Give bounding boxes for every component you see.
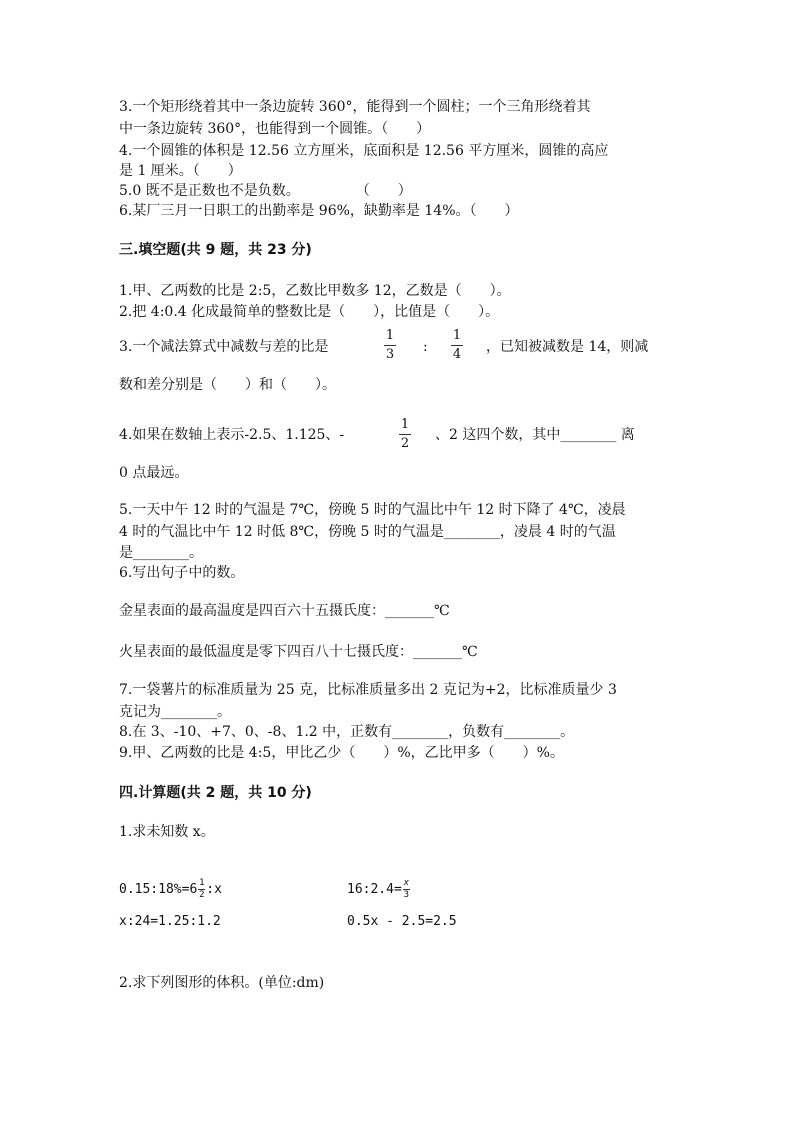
judge-q3-line2: 中一条边旋转 360°，也能得到一个圆锥。（ ） (119, 121, 431, 137)
equation-4: 0.5x - 2.5=2.5 (347, 914, 457, 929)
fill-q6: 6.写出句子中的数。 (119, 565, 245, 581)
equation-1-fraction (198, 879, 205, 900)
fill-q6-venus: 金星表面的最高温度是四百六十五摄氏度：_______℃ (119, 603, 450, 619)
judge-q6: 6.某厂三月一日职工的出勤率是 96%，缺勤率是 14%。（ ） (119, 203, 519, 219)
fraction-denominator: 4 (452, 347, 462, 362)
fill-q3-colon: : (423, 339, 428, 355)
fill-q6-mars: 火星表面的最低温度是零下四百八十七摄氏度：_______℃ (119, 644, 478, 660)
fill-q8: 8.在 3、-10、+7、0、-8、1.2 中，正数有________，负数有________。 (119, 724, 575, 740)
fraction-bar (451, 345, 463, 346)
fraction-numerator: 1 (400, 417, 410, 432)
calc-q2: 2.求下列图形的体积。(单位:dm) (119, 975, 325, 991)
fraction-denominator: 3 (403, 890, 409, 900)
fraction-bar (384, 345, 396, 346)
fraction-numerator: x (403, 878, 409, 888)
equation-2-fraction (403, 879, 410, 900)
fill-q4-suffix: 、2 这四个数，其中________ 离 (435, 427, 635, 443)
judge-q5: 5.0 既不是正数也不是负数。 （ ） (119, 183, 412, 199)
fill-q4-line2: 0 点最远。 (119, 465, 189, 481)
section-title-fill-blank: 三.填空题(共 9 题，共 23 分) (119, 242, 312, 258)
fraction-numerator: 1 (385, 328, 395, 343)
judge-q4-line1: 4.一个圆锥的体积是 12.56 立方厘米，底面积是 12.56 平方厘米，圆锥的高应 (119, 143, 609, 159)
fill-q5-line3: 是________。 (119, 545, 203, 561)
fill-q3-fraction-1 (384, 329, 396, 362)
fraction-denominator: 2 (400, 436, 410, 451)
fill-q5-line1: 5.一天中午 12 时的气温是 7℃，傍晚 5 时的气温比中午 12 时下降了 4℃，凌晨 (119, 502, 626, 518)
fill-q3-prefix: 3.一个减法算式中减数与差的比是 (119, 339, 329, 355)
equation-1-right: :x (206, 882, 222, 897)
equation-1 (119, 879, 222, 900)
fill-q9: 9.甲、乙两数的比是 4:5，甲比乙少（ ）%，乙比甲多（ ）%。 (119, 745, 564, 761)
fill-q1: 1.甲、乙两数的比是 2:5，乙数比甲数多 12，乙数是（ ）。 (119, 283, 511, 299)
equation-1-left: 0.15:18%=6 (119, 882, 198, 897)
fraction-denominator: 2 (199, 890, 205, 900)
calc-q1: 1.求未知数 x。 (119, 824, 215, 840)
fraction-numerator: 1 (199, 878, 205, 888)
fill-q4-fraction (399, 418, 411, 451)
fill-q3-suffix: ，已知被减数是 14，则减 (486, 339, 649, 355)
equation-2 (347, 879, 411, 900)
fill-q3-line2: 数和差分别是（ ）和（ ）。 (119, 377, 336, 393)
fill-q3-fraction-2 (451, 329, 463, 362)
fraction-bar (399, 434, 411, 435)
fill-q7-line2: 克记为________。 (119, 704, 231, 720)
fill-q5-line2: 4 时的气温比中午 12 时低 8℃，傍晚 5 时的气温是________，凌晨 4 时的气温 (119, 524, 616, 540)
fraction-numerator: 1 (452, 328, 462, 343)
equation-3: x:24=1.25:1.2 (119, 914, 221, 929)
fraction-denominator: 3 (385, 347, 395, 362)
equation-2-left: 16:2.4= (347, 882, 402, 897)
judge-q4-line2: 是 1 厘米。（ ） (119, 163, 242, 179)
judge-q3-line1: 3.一个矩形绕着其中一条边旋转 360°，能得到一个圆柱；一个三角形绕着其 (119, 99, 591, 115)
section-title-calculation: 四.计算题(共 2 题，共 10 分) (119, 785, 312, 801)
fill-q7-line1: 7.一袋薯片的标准质量为 25 克，比标准质量多出 2 克记为+2，比标准质量少 3 (119, 682, 617, 698)
fill-q2: 2.把 4:0.4 化成最简单的整数比是（ ），比值是（ ）。 (119, 304, 500, 320)
fill-q4-prefix: 4.如果在数轴上表示-2.5、1.125、- (119, 427, 345, 443)
